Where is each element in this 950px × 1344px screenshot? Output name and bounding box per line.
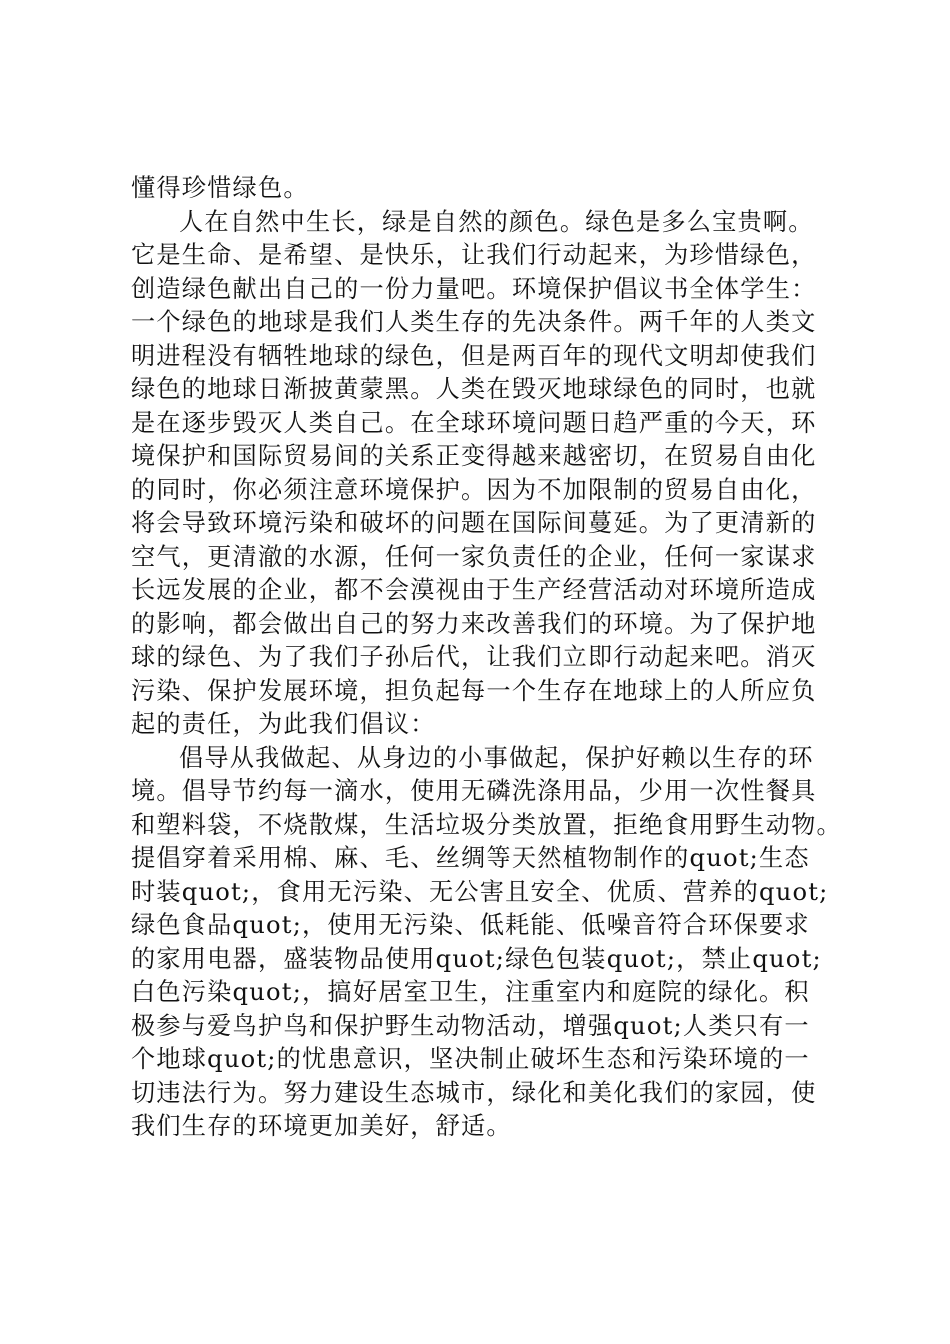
text-line: 个地球quot;的忧患意识，坚决制止破坏生态和污染环境的一 xyxy=(131,1045,810,1073)
text-line: 长远发展的企业，都不会漠视由于生产经营活动对环境所造成 xyxy=(131,576,817,604)
text-line: 的影响，都会做出自己的努力来改善我们的环境。为了保护地 xyxy=(131,609,817,638)
text-line: 一个绿色的地球是我们人类生存的先决条件。两千年的人类文 xyxy=(131,308,817,336)
text-line: 绿色食品quot;，使用无污染、低耗能、低噪音符合环保要求 xyxy=(131,911,810,939)
text-line: 白色污染quot;，搞好居室卫生，注重室内和庭院的绿化。积 xyxy=(131,978,810,1006)
text-line: 将会导致环境污染和破坏的问题在国际间蔓延。为了更清新的 xyxy=(131,509,817,537)
text-line: 是在逐步毁灭人类自己。在全球环境问题日趋严重的今天，环 xyxy=(131,408,817,437)
text-line: 切违法行为。努力建设生态城市，绿化和美化我们的家园，使 xyxy=(131,1078,817,1107)
text-line: 倡导从我做起、从身边的小事做起，保护好赖以生存的环 xyxy=(179,743,814,772)
text-line: 境。倡导节约每一滴水，使用无磷洗涤用品，少用一次性餐具 xyxy=(131,777,817,805)
text-line: 起的责任，为此我们倡议： xyxy=(131,710,436,738)
text-line: 境保护和国际贸易间的关系正变得越来越密切，在贸易自由化 xyxy=(131,442,817,470)
text-line: 和塑料袋，不烧散煤，生活垃圾分类放置，拒绝食用野生动物。 xyxy=(131,810,842,839)
text-line: 明进程没有牺牲地球的绿色，但是两百年的现代文明却使我们 xyxy=(131,341,817,370)
text-line: 空气，更清澈的水源，任何一家负责任的企业，任何一家谋求 xyxy=(131,542,817,571)
text-line: 提倡穿着采用棉、麻、毛、丝绸等天然植物制作的quot;生态 xyxy=(131,844,810,872)
text-line: 的家用电器，盛装物品使用quot;绿色包装quot;，禁止quot; xyxy=(131,944,822,973)
text-line: 时装quot;，食用无污染、无公害且安全、优质、营养的quot; xyxy=(131,877,829,906)
text-line: 懂得珍惜绿色。 xyxy=(131,174,309,202)
document-body-text xyxy=(131,172,842,1144)
text-line: 它是生命、是希望、是快乐，让我们行动起来，为珍惜绿色， xyxy=(131,241,817,269)
text-line: 的同时，你必须注意环境保护。因为不加限制的贸易自由化， xyxy=(131,475,817,504)
text-line: 我们生存的环境更加美好，舒适。 xyxy=(131,1112,512,1140)
text-line: 人在自然中生长，绿是自然的颜色。绿色是多么宝贵啊。 xyxy=(179,207,814,236)
text-line: 球的绿色、为了我们子孙后代，让我们立即行动起来吧。消灭 xyxy=(131,643,817,671)
text-line: 绿色的地球日渐披黄蒙黑。人类在毁灭地球绿色的同时，也就 xyxy=(131,375,817,403)
text-line: 污染、保护发展环境，担负起每一个生存在地球上的人所应负 xyxy=(131,676,817,705)
text-line: 极参与爱鸟护鸟和保护野生动物活动，增强quot;人类只有一 xyxy=(131,1011,810,1040)
text-line: 创造绿色献出自己的一份力量吧。环境保护倡议书全体学生： xyxy=(131,274,817,303)
